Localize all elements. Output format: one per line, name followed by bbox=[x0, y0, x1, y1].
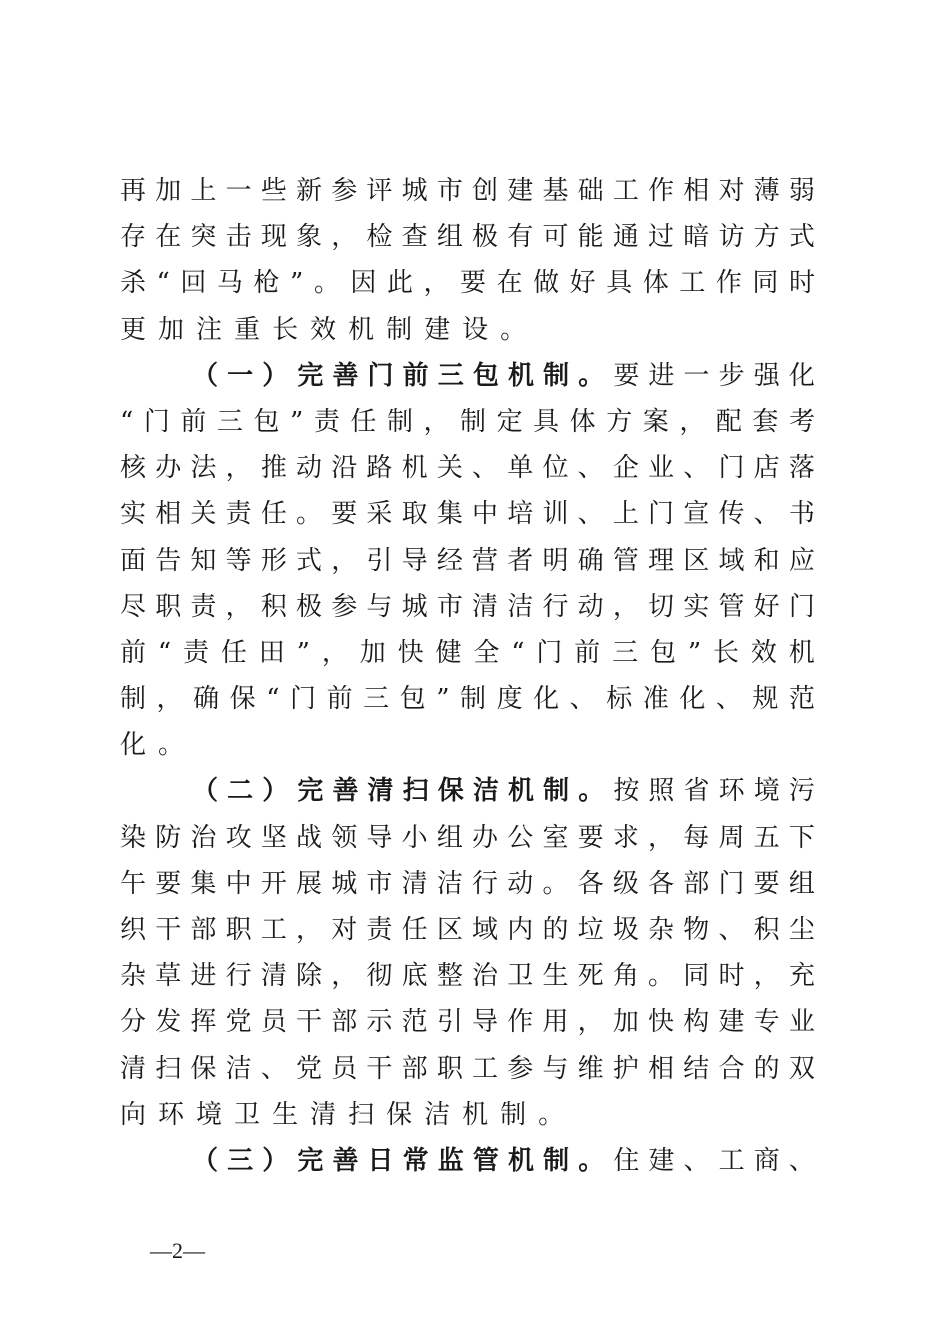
text-line: 化 。 bbox=[120, 730, 185, 761]
text-line: 核 办 法 ， 推 动 沿 路 机 关 、 单 位 、 企 业 、 门 店 落 bbox=[120, 453, 815, 484]
text-line: 分 发 挥 党 员 干 部 示 范 引 导 作 用 ， 加 快 构 建 专 业 bbox=[120, 1007, 815, 1038]
text-line: 尽 职 责 ， 积 极 参 与 城 市 清 洁 行 动 ， 切 实 管 好 门 bbox=[120, 591, 815, 622]
text-line: 存 在 突 击 现 象 ， 检 查 组 极 有 可 能 通 过 暗 访 方 式 bbox=[120, 222, 815, 253]
text-line: 前 “ 责 任 田 ” ， 加 快 健 全 “ 门 前 三 包 ” 长 效 机 bbox=[120, 637, 815, 668]
text-line: （ 三 ） 完 善 日 常 监 管 机 制 。 住 建 、 工 商 、 bbox=[192, 1145, 815, 1176]
body-text bbox=[120, 168, 815, 1184]
text-line: 染 防 治 攻 坚 战 领 导 小 组 办 公 室 要 求 ， 每 周 五 下 bbox=[120, 822, 815, 853]
text-line: 杀 “ 回 马 枪 ” 。 因 此 ， 要 在 做 好 具 体 工 作 同 时 bbox=[120, 268, 815, 299]
text-line: 清 扫 保 洁 、 党 员 干 部 职 工 参 与 维 护 相 结 合 的 双 bbox=[120, 1053, 815, 1084]
text-line: 面 告 知 等 形 式 ， 引 导 经 营 者 明 确 管 理 区 域 和 应 bbox=[120, 545, 815, 576]
text-line: 向 环 境 卫 生 清 扫 保 洁 机 制 。 bbox=[120, 1099, 565, 1130]
text-line: 再 加 上 一 些 新 参 评 城 市 创 建 基 础 工 作 相 对 薄 弱 bbox=[120, 176, 815, 206]
text-line: （ 二 ） 完 善 清 扫 保 洁 机 制 。 按 照 省 环 境 污 bbox=[192, 776, 815, 807]
text-line: 杂 草 进 行 清 除 ， 彻 底 整 治 卫 生 死 角 。 同 时 ， 充 bbox=[120, 961, 815, 992]
text-line: 更 加 注 重 长 效 机 制 建 设 。 bbox=[120, 314, 527, 345]
text-line: 制 ， 确 保 “ 门 前 三 包 ” 制 度 化 、 标 准 化 、 规 范 bbox=[120, 684, 815, 715]
text-line: 午 要 集 中 开 展 城 市 清 洁 行 动 。 各 级 各 部 门 要 组 bbox=[120, 868, 815, 899]
text-line: （ 一 ） 完 善 门 前 三 包 机 制 。 要 进 一 步 强 化 bbox=[192, 360, 815, 391]
text-line: 织 干 部 职 工 ， 对 责 任 区 域 内 的 垃 圾 杂 物 、 积 尘 bbox=[120, 915, 815, 945]
page-number: —2— bbox=[150, 1238, 205, 1263]
text-line: 实 相 关 责 任 。 要 采 取 集 中 培 训 、 上 门 宣 传 、 书 bbox=[120, 499, 815, 530]
text-line: “ 门 前 三 包 ” 责 任 制 ， 制 定 具 体 方 案 ， 配 套 考 bbox=[120, 406, 815, 437]
